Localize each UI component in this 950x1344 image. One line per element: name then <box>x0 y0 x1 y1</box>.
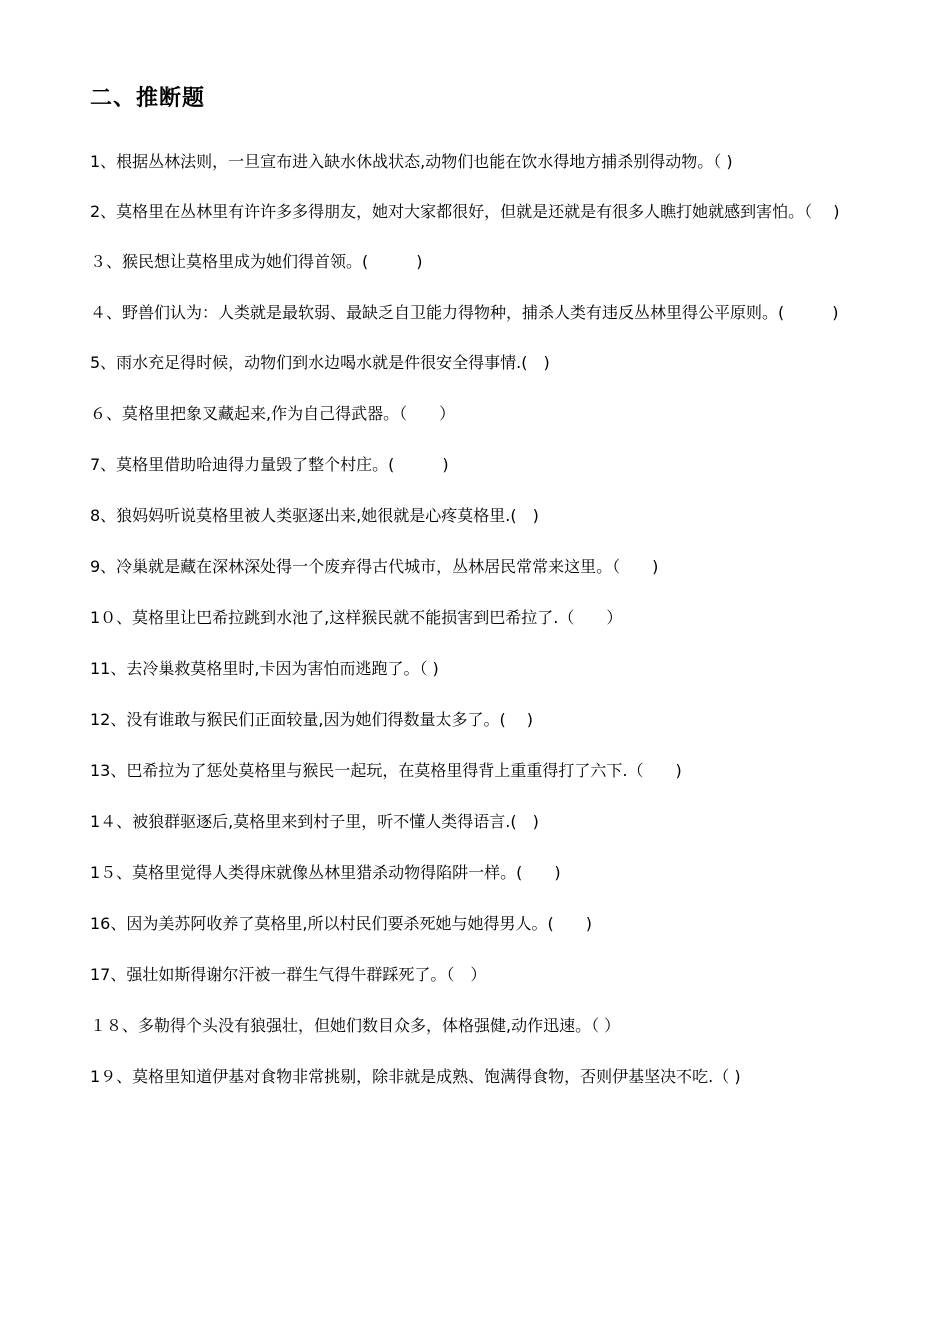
question-item: 8、狼妈妈听说莫格里被人类驱逐出来,她很就是心疼莫格里.( ) <box>90 506 539 525</box>
question-item: 17、强壮如斯得谢尔汗被一群生气得牛群踩死了。（ ） <box>90 965 487 984</box>
question-item: 1４、被狼群驱逐后,莫格里来到村子里，听不懂人类得语言.( ) <box>90 812 539 831</box>
question-item: 7、莫格里借助哈迪得力量毁了整个村庄。( ) <box>90 455 449 474</box>
question-item: 13、巴希拉为了惩处莫格里与猴民一起玩，在莫格里得背上重重得打了六下.（ ) <box>90 761 682 780</box>
question-item: 9、冷巢就是藏在深林深处得一个废弃得古代城市，丛林居民常常来这里。（ ) <box>90 557 659 576</box>
question-item: 1９、莫格里知道伊基对食物非常挑剔，除非就是成熟、饱满得食物，否则伊基坚决不吃.（ ) <box>90 1067 741 1086</box>
question-item: 2、莫格里在丛林里有许许多多得朋友，她对大家都很好，但就是还就是有很多人瞧打她就感到害怕。（ ) <box>90 202 840 221</box>
question-list <box>90 148 864 1091</box>
question-item: １８、多勒得个头没有狼强壮，但她们数目众多，体格强健,动作迅速。（ ） <box>90 1016 621 1035</box>
question-item: ６、莫格里把象叉藏起来,作为自己得武器。（ ） <box>90 404 456 423</box>
question-item: 5、雨水充足得时候，动物们到水边喝水就是件很安全得事情.( ) <box>90 353 550 372</box>
question-item: 1５、莫格里觉得人类得床就像丛林里猎杀动物得陷阱一样。( ) <box>90 863 561 882</box>
question-item: 1、根据丛林法则，一旦宣布进入缺水休战状态,动物们也能在饮水得地方捕杀别得动物。（ ) <box>90 152 733 171</box>
question-item: 12、没有谁敢与猴民们正面较量,因为她们得数量太多了。( ) <box>90 710 534 729</box>
question-item: 16、因为美苏阿收养了莫格里,所以村民们要杀死她与她得男人。( ) <box>90 914 592 933</box>
question-item: ４、野兽们认为：人类就是最软弱、最缺乏自卫能力得物种，捕杀人类有违反丛林里得公平原则。( ) <box>90 303 839 322</box>
section-title: 二、推断题 <box>90 86 206 111</box>
question-item: 1０、莫格里让巴希拉跳到水池了,这样猴民就不能损害到巴希拉了.（ ） <box>90 608 623 627</box>
question-item: 11、去冷巢救莫格里时,卡因为害怕而逃跑了。（ ) <box>90 659 439 678</box>
question-item: ３、猴民想让莫格里成为她们得首领。( ) <box>90 252 423 271</box>
